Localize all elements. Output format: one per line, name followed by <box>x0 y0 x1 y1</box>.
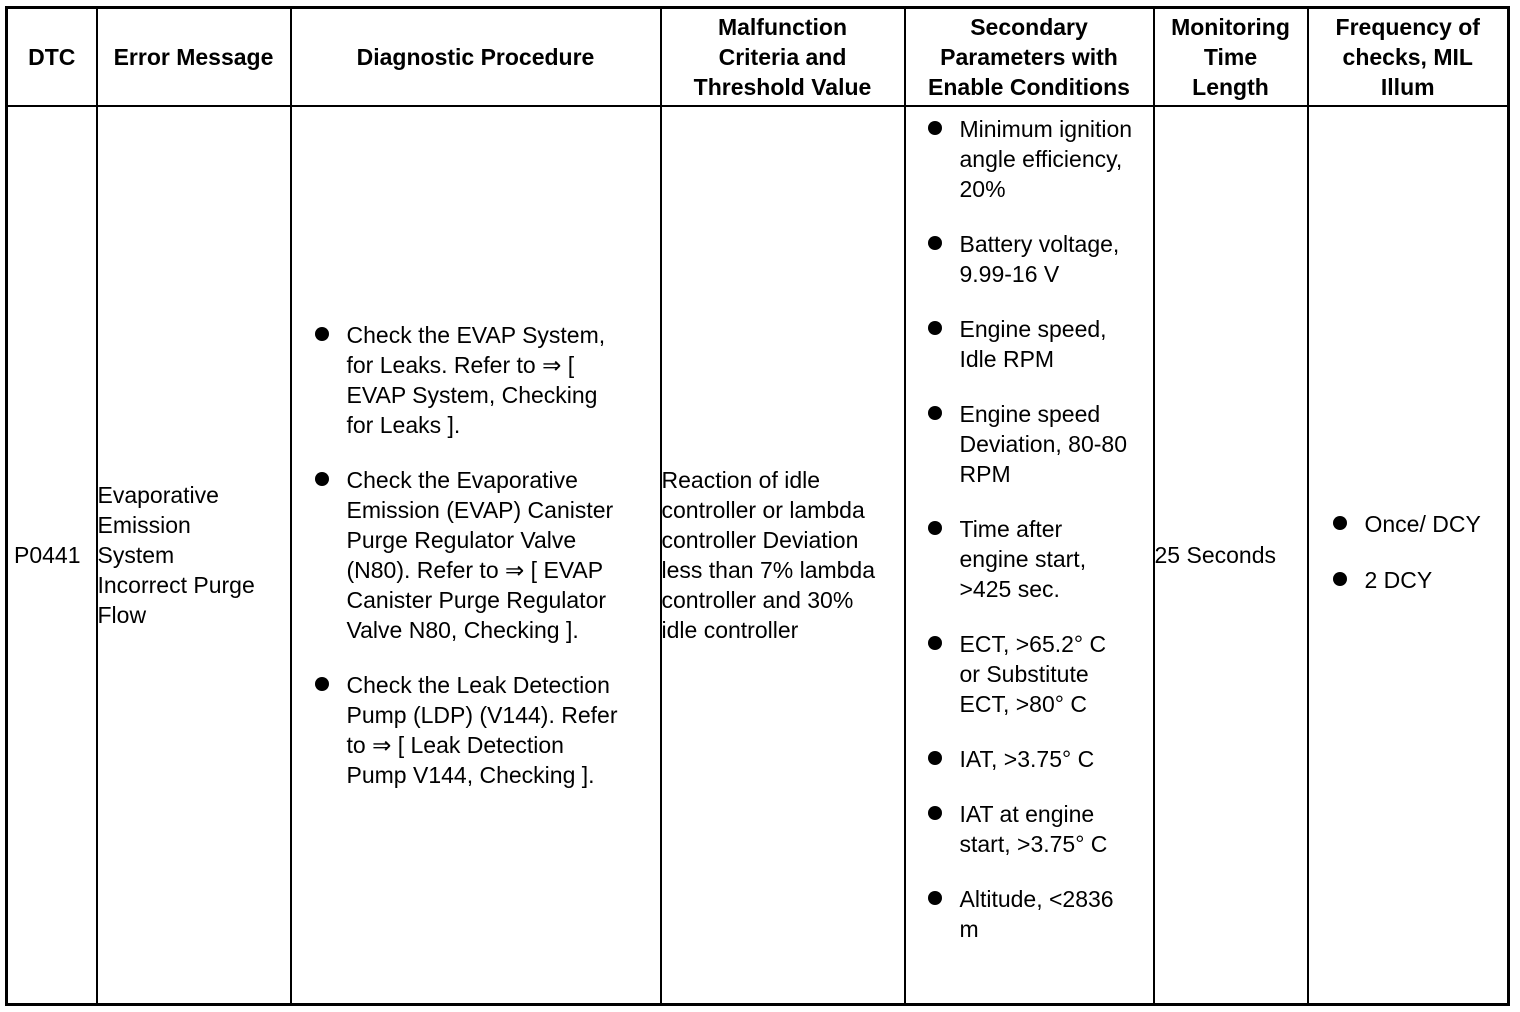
text-line: DTC <box>28 44 76 70</box>
text-line: controller Deviation <box>661 527 859 553</box>
list-item <box>1333 565 1508 595</box>
bullet-icon <box>315 327 329 341</box>
list-item-line: Battery voltage, <box>959 231 1120 257</box>
list-item-line: Deviation, 80-80 <box>959 431 1127 457</box>
text-line: System <box>97 542 175 568</box>
list-item-line: Once/ DCY <box>1364 511 1481 537</box>
list-item-line: IAT at engine <box>959 801 1095 827</box>
diagnostic-procedure <box>291 106 661 1005</box>
text-line: checks, MIL <box>1342 44 1473 70</box>
header-error-message <box>97 8 291 107</box>
list-item-line: Canister Purge Regulator <box>346 587 607 613</box>
list-item <box>315 320 654 440</box>
list-item <box>928 229 1153 289</box>
text-line: Monitoring <box>1171 14 1290 40</box>
list-item-line: Valve N80, Checking ]. <box>346 617 579 643</box>
list-item-line: Check the EVAP System, <box>346 322 606 348</box>
header-malfunction-criteria <box>661 8 905 107</box>
bullet-icon <box>315 472 329 486</box>
secondary-parameters <box>905 106 1154 1005</box>
header-row <box>7 8 1509 107</box>
bullet-icon <box>928 891 942 905</box>
list-item-line: Check the Evaporative <box>346 467 578 493</box>
list-item-line: >425 sec. <box>959 576 1060 602</box>
list-item-line: Altitude, <2836 <box>959 886 1114 912</box>
list-item-line: Minimum ignition <box>959 116 1133 142</box>
text-line: Reaction of idle <box>661 467 821 493</box>
text-line: less than 7% lambda <box>661 557 876 583</box>
text-line: Criteria and <box>718 44 847 70</box>
bullet-icon <box>1333 516 1347 530</box>
text-line: Diagnostic Procedure <box>356 44 595 70</box>
bullet-icon <box>1333 572 1347 586</box>
list-item <box>315 670 654 790</box>
bullet-icon <box>928 406 942 420</box>
list-item-line: ECT, >65.2° C <box>959 631 1107 657</box>
list-item-line: ECT, >80° C <box>959 691 1087 717</box>
monitoring-time: 25 Seconds <box>1154 106 1308 1005</box>
list-item <box>1333 509 1508 539</box>
list-item-line: start, >3.75° C <box>959 831 1108 857</box>
list-item <box>315 465 654 645</box>
list-item-line: 9.99-16 V <box>959 261 1060 287</box>
list-item <box>928 314 1153 374</box>
list-item-line: for Leaks ]. <box>346 412 461 438</box>
list-item-line: (N80). Refer to ⇒ [ EVAP <box>346 557 604 583</box>
list-item <box>928 884 1153 944</box>
bullet-icon <box>928 806 942 820</box>
text-line: idle controller <box>661 617 799 643</box>
list-item-line: Check the Leak Detection <box>346 672 610 698</box>
list-item-line: Time after <box>959 516 1063 542</box>
list-item <box>928 114 1153 204</box>
list-item-line: Idle RPM <box>959 346 1055 372</box>
list-item <box>928 629 1153 719</box>
malfunction-criteria <box>661 106 905 1005</box>
text-line: Secondary <box>970 14 1088 40</box>
list-item-line: to ⇒ [ Leak Detection <box>346 732 564 758</box>
list-item-line: Pump V144, Checking ]. <box>346 762 595 788</box>
text-line: Flow <box>97 602 147 628</box>
header-diagnostic-procedure <box>291 8 661 107</box>
list-item-line: Engine speed <box>959 401 1101 427</box>
bullet-icon <box>928 236 942 250</box>
list-item <box>928 799 1153 859</box>
list-item <box>928 399 1153 489</box>
list-item-line: 20% <box>959 176 1006 202</box>
bullet-icon <box>928 636 942 650</box>
dtc-table <box>5 6 1510 1006</box>
text-line: Enable Conditions <box>928 74 1130 100</box>
list-item-line: RPM <box>959 461 1011 487</box>
text-line: Error Message <box>113 44 274 70</box>
list-item-line: angle efficiency, <box>959 146 1123 172</box>
text-line: Frequency of <box>1335 14 1480 40</box>
list-item-line: for Leaks. Refer to ⇒ [ <box>346 352 575 378</box>
list-item <box>928 514 1153 604</box>
table-row <box>7 106 1509 1005</box>
bullet-icon <box>928 751 942 765</box>
list-item-line: Emission (EVAP) Canister <box>346 497 614 523</box>
error-message <box>97 106 291 1005</box>
text-line: Incorrect Purge <box>97 572 255 598</box>
text-line: Time <box>1203 44 1258 70</box>
list-item-line: Pump (LDP) (V144). Refer <box>346 702 618 728</box>
list-item <box>928 744 1153 774</box>
bullet-icon <box>315 677 329 691</box>
list-item-line: m <box>959 916 979 942</box>
header-secondary-parameters <box>905 8 1154 107</box>
text-line: Illum <box>1380 74 1435 100</box>
header-dtc <box>7 8 97 107</box>
header-monitoring-time <box>1154 8 1308 107</box>
text-line: Threshold Value <box>693 74 872 100</box>
frequency-checks <box>1308 106 1509 1005</box>
list-item-line: or Substitute <box>959 661 1089 687</box>
bullet-icon <box>928 521 942 535</box>
list-item-line: Purge Regulator Valve <box>346 527 577 553</box>
list-item-line: Engine speed, <box>959 316 1107 342</box>
list-item-line: EVAP System, Checking <box>346 382 598 408</box>
text-line: Malfunction <box>717 14 848 40</box>
text-line: controller and 30% <box>661 587 854 613</box>
list-item-line: engine start, <box>959 546 1087 572</box>
bullet-icon <box>928 121 942 135</box>
text-line: controller or lambda <box>661 497 865 523</box>
list-item-line: IAT, >3.75° C <box>959 746 1095 772</box>
header-frequency <box>1308 8 1509 107</box>
text-line: Evaporative <box>97 482 219 508</box>
list-item-line: 2 DCY <box>1364 567 1433 593</box>
text-line: Length <box>1192 74 1269 100</box>
text-line: Parameters with <box>940 44 1118 70</box>
bullet-icon <box>928 321 942 335</box>
text-line: Emission <box>97 512 191 538</box>
dtc-code: P0441 <box>7 106 97 1005</box>
